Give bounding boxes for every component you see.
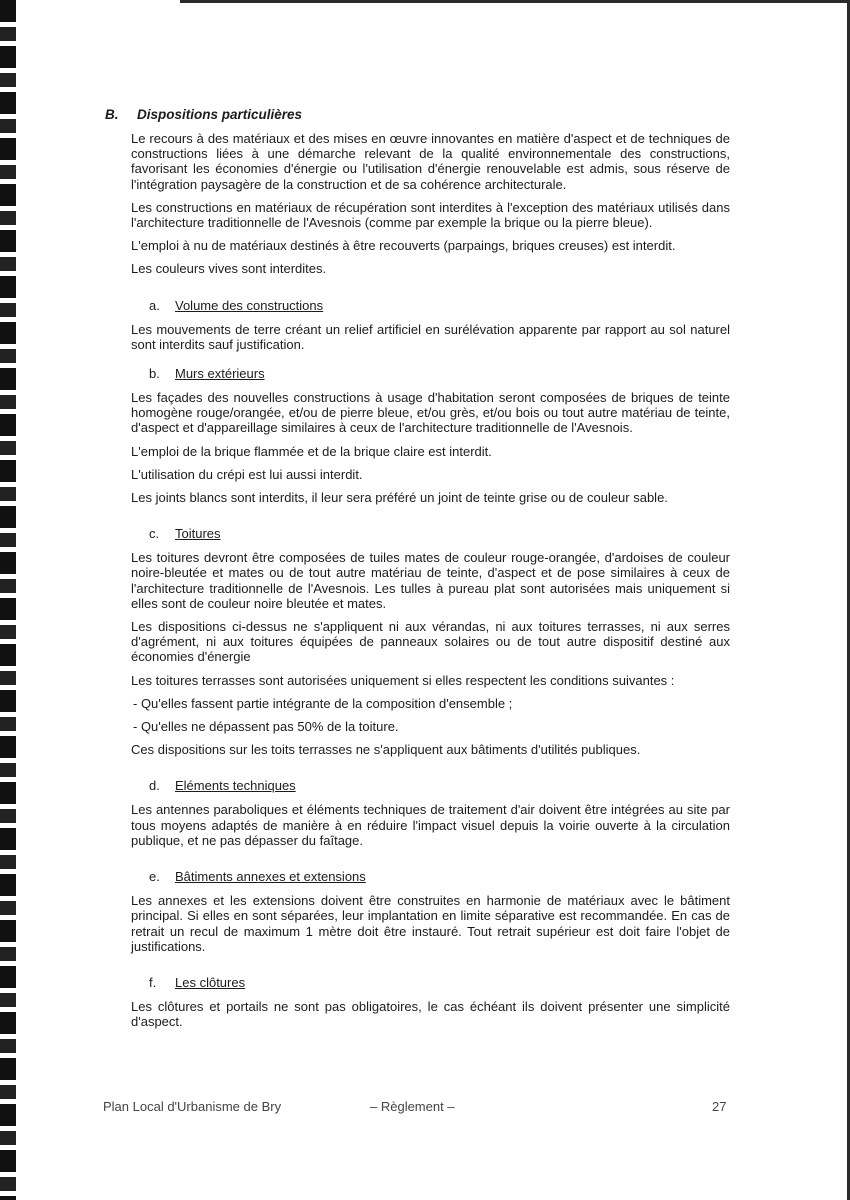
- intro-paragraph: Les constructions en matériaux de récupération sont interdites à l'exception des matériaux utilisés dans l'architecture traditionnelle de l'Avesnois (comme par exemple la brique ou la pierre bleue).: [131, 199, 730, 231]
- section-letter: B.: [105, 107, 119, 122]
- subsection-title: Les clôtures: [175, 974, 246, 990]
- subsection-title: Murs extérieurs: [175, 366, 265, 382]
- subsection-letter: a.: [149, 297, 160, 313]
- subsection-heading-murs: [105, 366, 730, 382]
- subsection-heading-clotures: [105, 975, 730, 991]
- subsection-title: Bâtiments annexes et extensions: [175, 869, 366, 885]
- paragraph: Les joints blancs sont interdits, il leur sera préféré un joint de teinte grise ou de couleur sable.: [131, 490, 668, 506]
- section-title: Dispositions particulières: [137, 107, 303, 122]
- subsection-heading-volume: [105, 298, 730, 314]
- footer-section-label: – Règlement –: [370, 1099, 455, 1114]
- intro-paragraph: L'emploi à nu de matériaux destinés à être recouverts (parpaings, briques creuses) est interdit.: [131, 238, 676, 254]
- page-number: 27: [712, 1099, 727, 1114]
- paragraph: L'utilisation du crépi est lui aussi interdit.: [131, 466, 363, 482]
- subsection-title: Volume des constructions: [175, 297, 324, 313]
- paragraph: Les annexes et les extensions doivent être construites en harmonie de matériaux avec le bâtiment principal. Si elles en sont séparées, leur implantation en limite séparative est recommandée. En cas de retrait un recul de maximum 1 mètre doit être instauré. Tout retrait supérieur est doit faire l'objet de justifications.: [131, 893, 730, 954]
- paragraph: Les dispositions ci-dessus ne s'appliquent ni aux vérandas, ni aux toitures terrasses, ni aux serres d'agrément, ni aux toitures équipées de panneaux solaires ou de tout autre dispositif destiné aux économies d'énergie: [131, 619, 730, 665]
- subsection-heading-annexes: [105, 869, 730, 885]
- paragraph: Les toitures terrasses sont autorisées uniquement si elles respectent les conditions suivantes :: [131, 672, 675, 688]
- paragraph: Les façades des nouvelles constructions à usage d'habitation seront composées de briques de teinte homogène rouge/orangée, et/ou de pierre bleue, et/ou grès, et/ou bois ou tout autre matériau de teinte, d'aspect et d'appareillage similaires à ceux de l'architecture traditionnelle de l'Avesnois.: [131, 390, 730, 436]
- subsection-letter: f.: [149, 974, 157, 990]
- paragraph: Les clôtures et portails ne sont pas obligatoires, le cas échéant ils doivent présenter une simplicité d'aspect.: [131, 998, 730, 1030]
- bullet-item: - Qu'elles ne dépassent pas 50% de la toiture.: [133, 719, 399, 735]
- paragraph: L'emploi de la brique flammée et de la brique claire est interdit.: [131, 443, 492, 459]
- subsection-heading-elements-techniques: [105, 778, 730, 794]
- subsection-title: Eléments techniques: [175, 778, 296, 794]
- page-content: [105, 107, 730, 1037]
- subsection-letter: e.: [149, 869, 160, 885]
- paragraph: Les toitures devront être composées de tuiles mates de couleur rouge-orangée, d'ardoises de couleur noire-bleutée et mates ou de tout autre matériau de teinte, d'aspect et de pose similaires à ceux de l'architecture traditionnelle de l'Avesnois. Les tulles à pureau plat sont autorisées mais uniquement si elles sont de couleur noire bleutée et mates.: [131, 550, 730, 611]
- scan-binding-edge: [0, 0, 16, 1200]
- paragraph: Les antennes paraboliques et éléments techniques de traitement d'air doivent être intégrées au site par tous moyens adaptés de manière à en réduire l'impact visuel depuis la voirie ouverte à la circulation publique, et ne pas dépasser du faîtage.: [131, 802, 730, 848]
- intro-paragraph: Le recours à des matériaux et des mises en œuvre innovantes en matière d'aspect et de techniques de constructions liées à une démarche relevant de la qualité environnementale des constructions, favorisant les économies d'énergie ou l'utilisation d'énergie renouvelable est admis, sous réserve de l'intégration paysagère de la construction et de sa cohérence architecturale.: [131, 131, 730, 192]
- section-heading: [105, 107, 730, 125]
- subsection-title: Toitures: [175, 526, 221, 542]
- intro-paragraph: Les couleurs vives sont interdites.: [131, 261, 327, 277]
- subsection-heading-toitures: [105, 526, 730, 542]
- subsection-letter: b.: [149, 366, 160, 382]
- paragraph: Les mouvements de terre créant un relief artificiel en surélévation apparente par rapport au sol naturel sont interdits sauf justification.: [131, 321, 730, 352]
- subsection-letter: c.: [149, 526, 160, 542]
- footer-document-title: Plan Local d'Urbanisme de Bry: [103, 1099, 282, 1114]
- scan-top-border: [180, 0, 850, 3]
- bullet-item: - Qu'elles fassent partie intégrante de la composition d'ensemble ;: [133, 695, 513, 711]
- paragraph: Ces dispositions sur les toits terrasses ne s'appliquent aux bâtiments d'utilités publiques.: [131, 742, 641, 758]
- subsection-letter: d.: [149, 778, 160, 794]
